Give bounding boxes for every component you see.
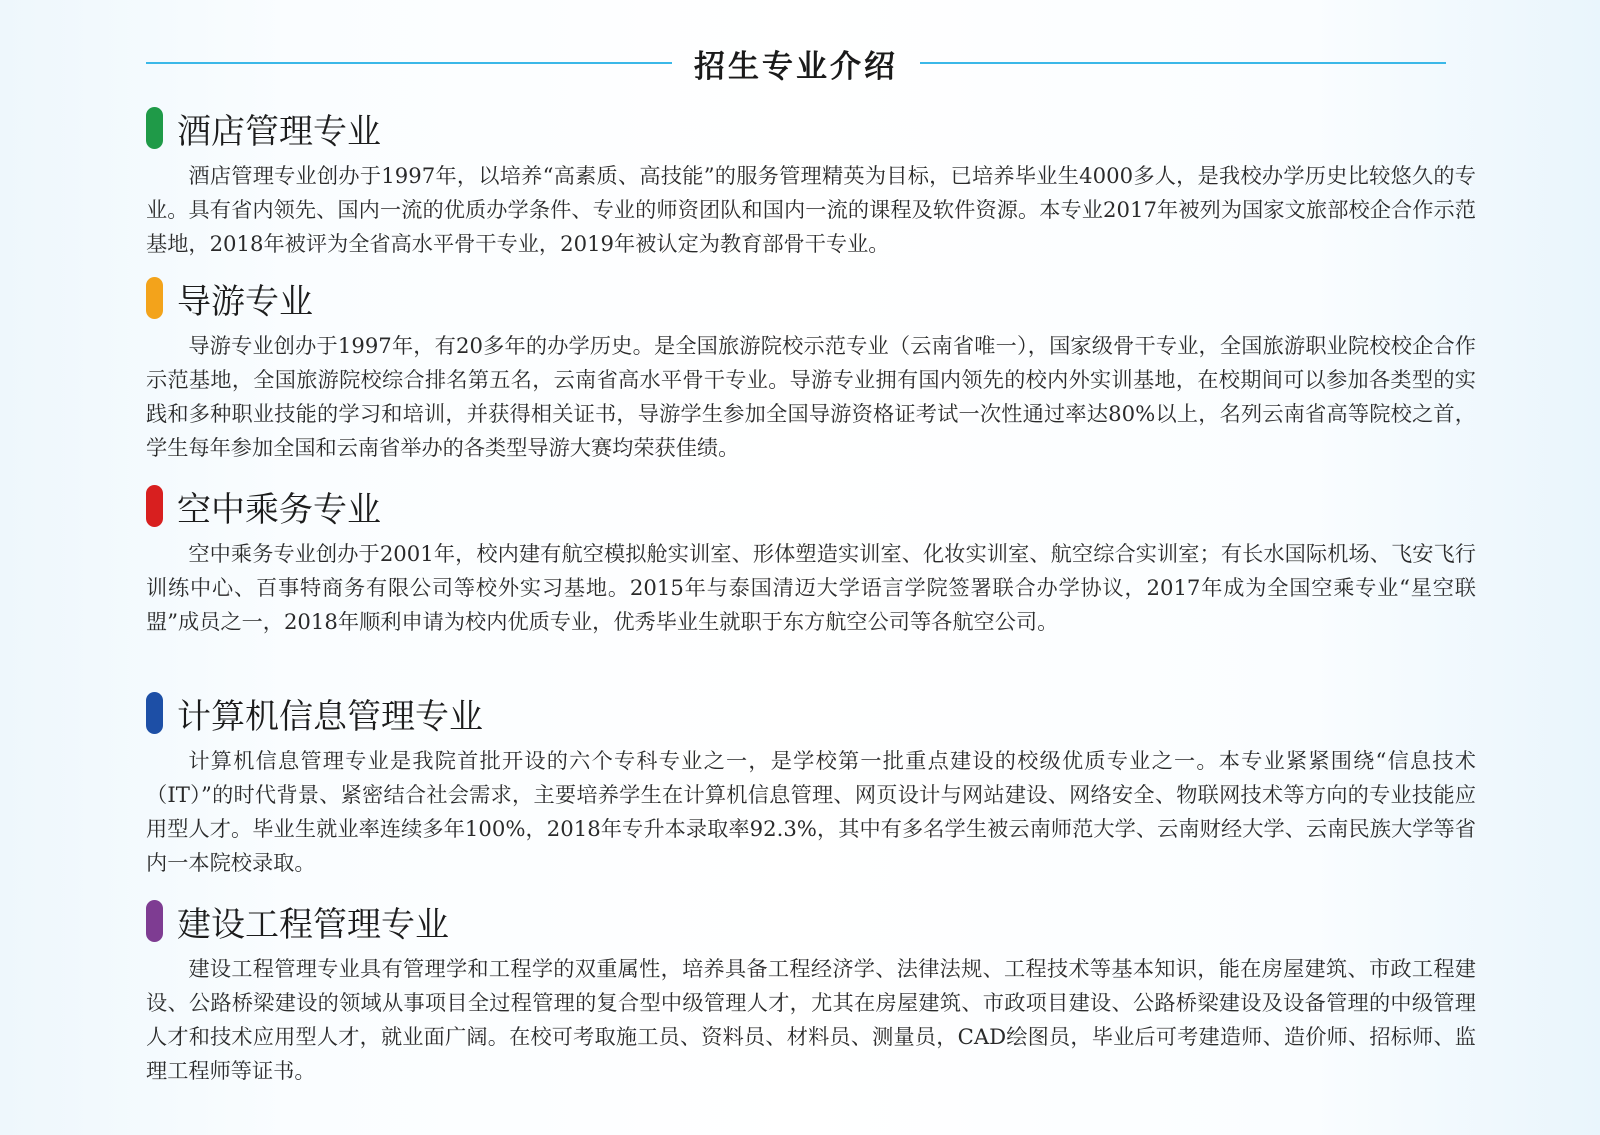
page-title: 招生专业介绍 <box>694 48 898 85</box>
section-body: 酒店管理专业创办于1997年，以培养“高素质、高技能”的服务管理精英为目标，已培养毕业生4000多人，是我校办学历史比较悠久的专业。具有省内领先、国内一流的优质办学条件、专业的师资团队和国内一流的课程及软件资源。本专业2017年被列为国家文旅部校企合作示范基地，2018年被评为全省高水平骨干专业，2019年被认定为教育部骨干专业。 <box>146 163 1476 256</box>
section-marker <box>146 277 163 319</box>
section-body: 导游专业创办于1997年，有20多年的办学历史。是全国旅游院校示范专业（云南省唯一），国家级骨干专业，全国旅游职业院校校企合作示范基地，全国旅游院校综合排名第五名，云南省高水平骨干专业。导游专业拥有国内领先的校内外实训基地，在校期间可以参加各类型的实践和多种职业技能的学习和培训，并获得相关证书，导游学生参加全国导游资格证考试一次性通过率达80%以上，名列云南省高等院校之首，学生每年参加全国和云南省举办的各类型导游大赛均荣获佳绩。 <box>146 333 1476 460</box>
section-construction-management <box>146 896 1476 1088</box>
header-rule-right <box>920 62 1446 64</box>
section-body: 建设工程管理专业具有管理学和工程学的双重属性，培养具备工程经济学、法律法规、工程技术等基本知识，能在房屋建筑、市政工程建设、公路桥梁建设的领域从事项目全过程管理的复合型中级管理人才，尤其在房屋建筑、市政项目建设、公路桥梁建设及设备管理的中级管理人才和技术应用型人才，就业面广阔。在校可考取施工员、资料员、材料员、测量员，CAD绘图员，毕业后可考建造师、造价师、招标师、监理工程师等证书。 <box>146 956 1476 1083</box>
section-heading <box>146 896 1476 946</box>
page-header <box>146 40 1446 86</box>
section-title: 空中乘务专业 <box>177 489 381 530</box>
section-marker <box>146 900 163 942</box>
section-marker <box>146 107 163 149</box>
header-rule-left <box>146 62 672 64</box>
section-heading <box>146 273 1476 323</box>
section-body: 计算机信息管理专业是我院首批开设的六个专科专业之一，是学校第一批重点建设的校级优质专业之一。本专业紧紧围绕“信息技术（IT）”的时代背景、紧密结合社会需求，主要培养学生在计算机信息管理、网页设计与网站建设、网络安全、物联网技术等方向的专业技能应用型人才。毕业生就业率连续多年100%，2018年专升本录取率92.3%，其中有多名学生被云南师范大学、云南财经大学、云南民族大学等省内一本院校录取。 <box>146 748 1476 875</box>
section-computer-info-management <box>146 688 1476 880</box>
section-body: 空中乘务专业创办于2001年，校内建有航空模拟舱实训室、形体塑造实训室、化妆实训室、航空综合实训室；有长水国际机场、飞安飞行训练中心、百事特商务有限公司等校外实习基地。2015年与泰国清迈大学语言学院签署联合办学协议，2017年成为全国空乘专业“星空联盟”成员之一，2018年顺利申请为校内优质专业，优秀毕业生就职于东方航空公司等各航空公司。 <box>146 541 1476 634</box>
section-heading <box>146 103 1476 153</box>
section-marker <box>146 485 163 527</box>
section-tour-guide <box>146 273 1476 465</box>
section-title: 酒店管理专业 <box>177 111 381 152</box>
section-title: 计算机信息管理专业 <box>177 696 483 737</box>
section-title: 建设工程管理专业 <box>177 904 449 945</box>
section-title: 导游专业 <box>177 281 313 322</box>
section-heading <box>146 688 1476 738</box>
section-heading <box>146 481 1476 531</box>
section-marker <box>146 692 163 734</box>
section-flight-attendant <box>146 481 1476 639</box>
section-hotel-management <box>146 103 1476 261</box>
